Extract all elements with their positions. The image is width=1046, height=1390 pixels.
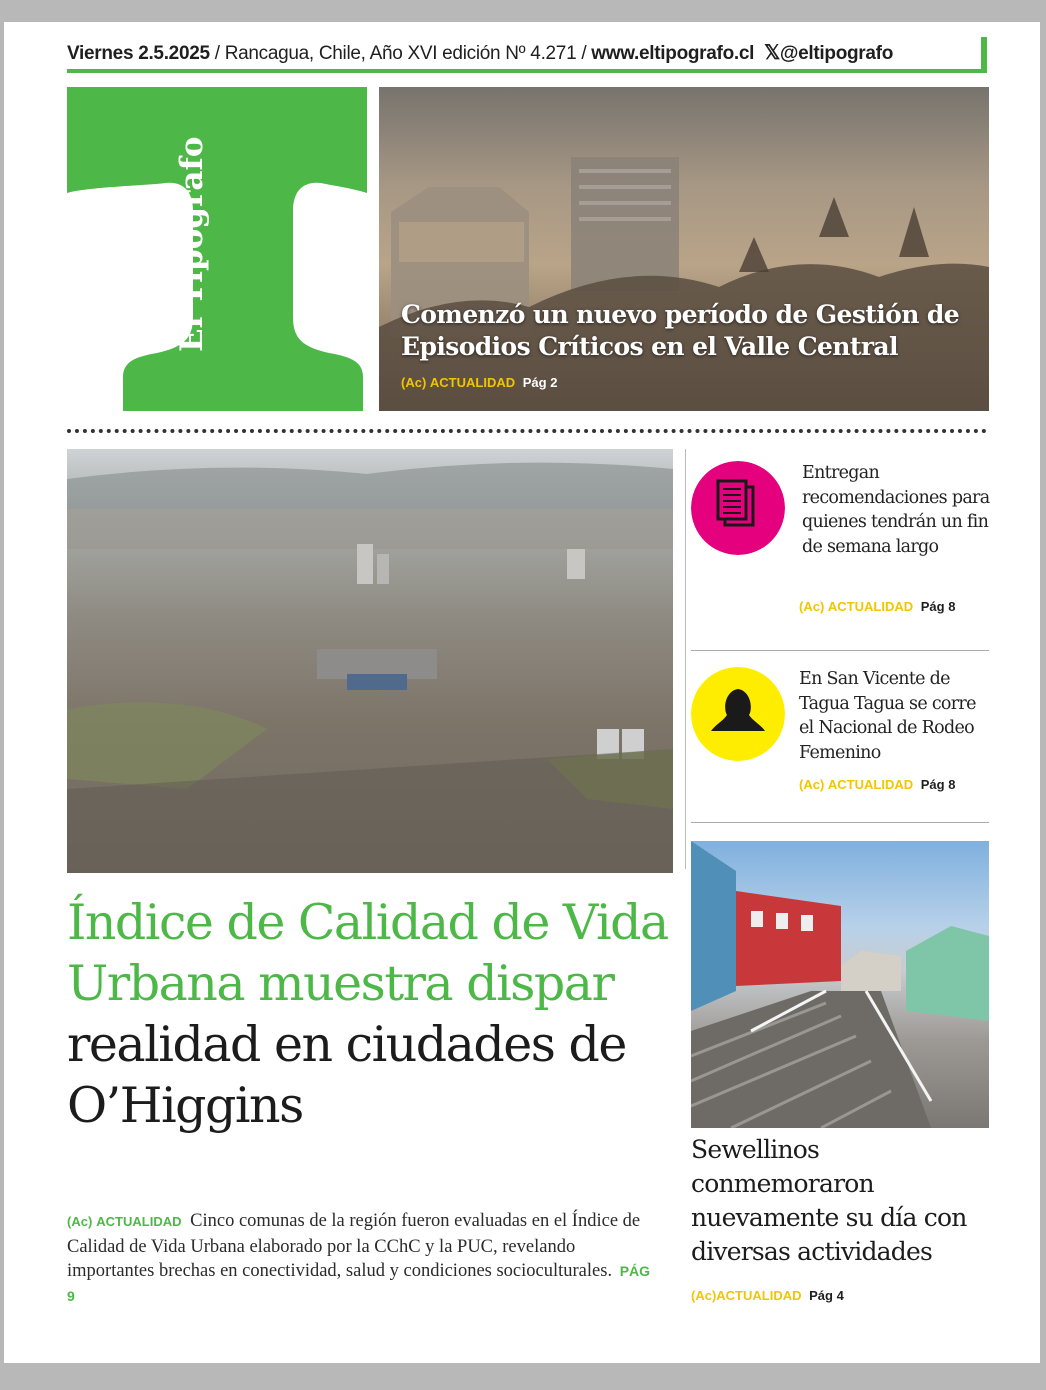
main-headline-highlight: Índice de Calidad de Vida Urbana muestra dispar [67,894,668,1012]
main-headline[interactable] [67,892,673,1136]
section-code: (Ac) [691,1288,717,1303]
el-tipografo-logo [67,87,367,411]
dateline [67,40,982,64]
aerial-city-illustration [67,449,673,873]
main-story-text: Cinco comunas de la región fueron evaluadas en el Índice de Calidad de Vida Urbana elaborado por la CChC y la PUC, revelando importantes brechas en conectividad, salud y condiciones socioculturales. [67,1211,641,1281]
brief-rodeo[interactable] [691,667,989,807]
brief-kicker [799,777,955,792]
section-label: ACTUALIDAD [96,1214,182,1229]
section-label: ACTUALIDAD [429,375,516,390]
twitter-handle-link[interactable]: @eltipografo [779,43,893,64]
brief-long-weekend[interactable] [691,461,989,621]
side-story-kicker [691,1288,844,1303]
section-code: (Ac) [67,1214,93,1229]
section-code: (Ac) [799,599,825,614]
brief-title: En San Vicente de Tagua Tagua se corre el Nacional de Rodeo Femenino [799,669,976,763]
masthead-rule [67,69,987,73]
x-logo-icon: 𝕏 [764,42,780,64]
website-link[interactable]: www.eltipografo.cl [591,43,755,64]
main-story-summary [67,1209,657,1308]
masthead-accent-bar [981,37,987,70]
page-ref: Pág 2 [522,375,558,390]
lead-top-headline[interactable]: Comenzó un nuevo período de Gestión de Episodios Críticos en el Valle Central [401,300,960,361]
main-headline-rest: realidad en ciudades de O’Higgins [67,1016,626,1134]
page-ref: Pág 8 [920,599,956,614]
dotted-divider [67,429,987,433]
page-ref: Pág 4 [809,1288,844,1303]
page-ref: Pág 8 [920,777,956,792]
section-code: (Ac) [799,777,825,792]
person-icon [691,667,785,761]
aerial-city-photo[interactable] [67,449,673,873]
document-icon [691,461,785,555]
lead-top-kicker [401,375,557,390]
brief-kicker [799,599,955,614]
sewell-stairs-illustration [691,841,989,1128]
section-label: ACTUALIDAD [827,599,914,614]
brief-separator [691,822,989,823]
side-story-headline[interactable]: Sewellinos conmemoraron nuevamente su día con diversas actividades [691,1135,967,1266]
issue-date: Viernes 2.5.2025 [67,43,210,64]
sewell-stairs-photo[interactable] [691,841,989,1128]
logo-name: El Tipógrafo [174,136,210,352]
brief-separator [691,650,989,651]
section-label: ACTUALIDAD [716,1288,802,1303]
smog-city-photo[interactable] [379,87,989,411]
section-code: (Ac) [401,375,427,390]
brief-title: Entregan recomendaciones para quienes tendrán un fin de semana largo [802,463,990,557]
issue-location-edition: / Rancagua, Chile, Año XVI edición Nº 4.271 / [214,43,587,64]
section-label: ACTUALIDAD [827,777,914,792]
page-ref: PÁG 9 [67,1263,651,1304]
column-divider [685,449,686,869]
